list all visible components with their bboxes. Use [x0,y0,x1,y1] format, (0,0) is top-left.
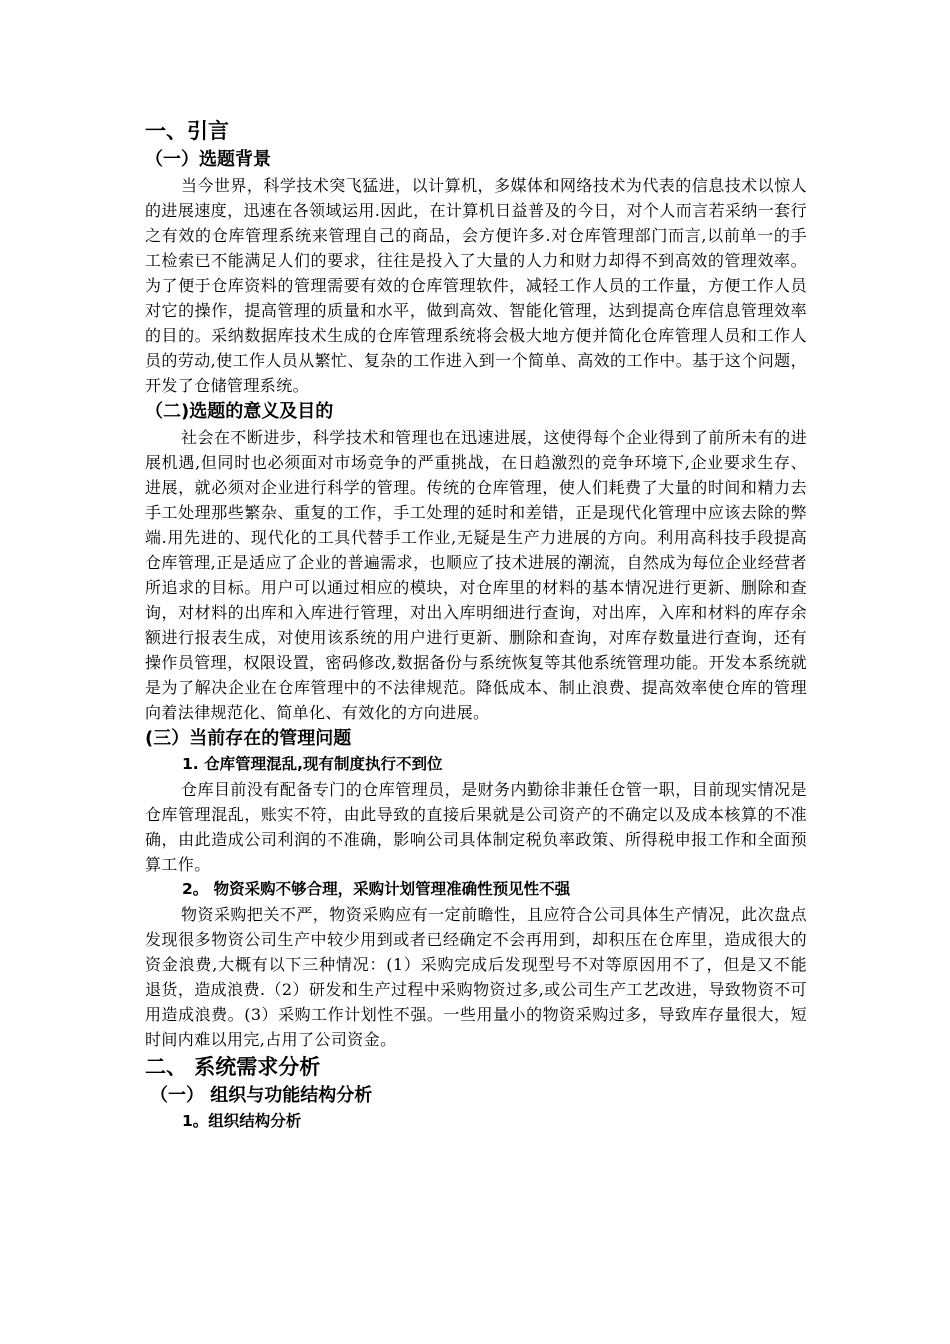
section-heading-requirements: 二、 系统需求分析 [145,1055,321,1079]
subsection-heading-significance: （二)选题的意义及目的 [145,401,334,422]
item-heading-organization-structure: 1。组织结构分析 [182,1112,302,1130]
subsection-heading-current-problems: (三）当前存在的管理问题 [145,728,352,749]
paragraph-background: 当今世界，科学技术突飞猛进，以计算机，多媒体和网络技术为代表的信息技术以惊人的进展速度，迅速在各领域运用.因此，在计算机日益普及的今日，对个人而言若采纳一套行之有效的仓库管理系统来管理自己的商品，会方便许多.对仓库管理部门而言,以前单一的手工检索已不能满足人们的要求，往往是投入了大量的人力和财力却得不到高效的管理效率。为了便于仓库资料的管理需要有效的仓库管理软件，减轻工作人员的工作量，方便工作人员对它的操作，提高管理的质量和水平，做到高效、智能化管理，达到提高仓库信息管理效率的目的。采纳数据库技术生成的仓库管理系统将会极大地方便并简化仓库管理人员和工作人员的劳动,使工作人员从繁忙、复杂的工作进入到一个简单、高效的工作中。基于这个问题，开发了仓储管理系统。 [145,176,807,395]
paragraph-warehouse-chaos: 仓库目前没有配备专门的仓库管理员，是财务内勤徐非兼任仓管一职，目前现实情况是仓库管理混乱，账实不符，由此导致的直接后果就是公司资产的不确定以及成本核算的不准确，由此造成公司利润的不准确，影响公司具体制定税负率政策、所得税申报工作和全面预算工作。 [145,780,807,874]
paragraph-significance: 社会在不断进步，科学技术和管理也在迅速进展，这使得每个企业得到了前所未有的进展机遇,但同时也必须面对市场竞争的严重挑战，在日趋激烈的竞争环境下,企业要求生存、进展，就必须对企业进行科学的管理。传统的仓库管理，使人们耗费了大量的时间和精力去手工处理那些繁杂、重复的工作，手工处理的延时和差错，正是现代化管理中应该去除的弊端.用先进的、现代化的工具代替手工作业,无疑是生产力进展的方向。利用高科技手段提高仓库管理,正是适应了企业的普遍需求，也顺应了技术进展的潮流，自然成为每位企业经营者所追求的目标。用户可以通过相应的模块，对仓库里的材料的基本情况进行更新、删除和查询，对材料的出库和入库进行管理，对出入库明细进行查询，对出库，入库和材料的库存余额进行报表生成，对使用该系统的用户进行更新、删除和查询，对库存数量进行查询，还有操作员管理，权限设置，密码修改,数据备份与系统恢复等其他系统管理功能。开发本系统就是为了解决企业在仓库管理中的不法律规范。降低成本、制止浪费、提高效率使仓库的管理向着法律规范化、简单化、有效化的方向进展。 [145,428,807,722]
subsection-heading-background: （一）选题背景 [145,149,271,170]
document-content [145,116,807,1134]
section-heading-introduction: 一、引言 [145,119,229,143]
item-heading-warehouse-chaos: 1. 仓库管理混乱,现有制度执行不到位 [182,755,443,773]
item-heading-procurement: 2。 物资采购不够合理，采购计划管理准确性预见性不强 [182,880,571,898]
paragraph-procurement: 物资采购把关不严，物资采购应有一定前瞻性，且应符合公司具体生产情况，此次盘点发现很多物资公司生产中较少用到或者已经确定不会再用到，却积压在仓库里，造成很大的资金浪费,大概有以下三种情况：(1）采购完成后发现型号不对等原因用不了，但是又不能退货，造成浪费.（2）研发和生产过程中采购物资过多,或公司生产工艺改进，导致物资不可用造成浪费。(3）采购工作计划性不强。一些用量小的物资采购过多，导致库存量很大，短时间内难以用完,占用了公司资金。 [145,905,807,1049]
subsection-heading-organization-function: （一） 组织与功能结构分析 [150,1085,373,1106]
